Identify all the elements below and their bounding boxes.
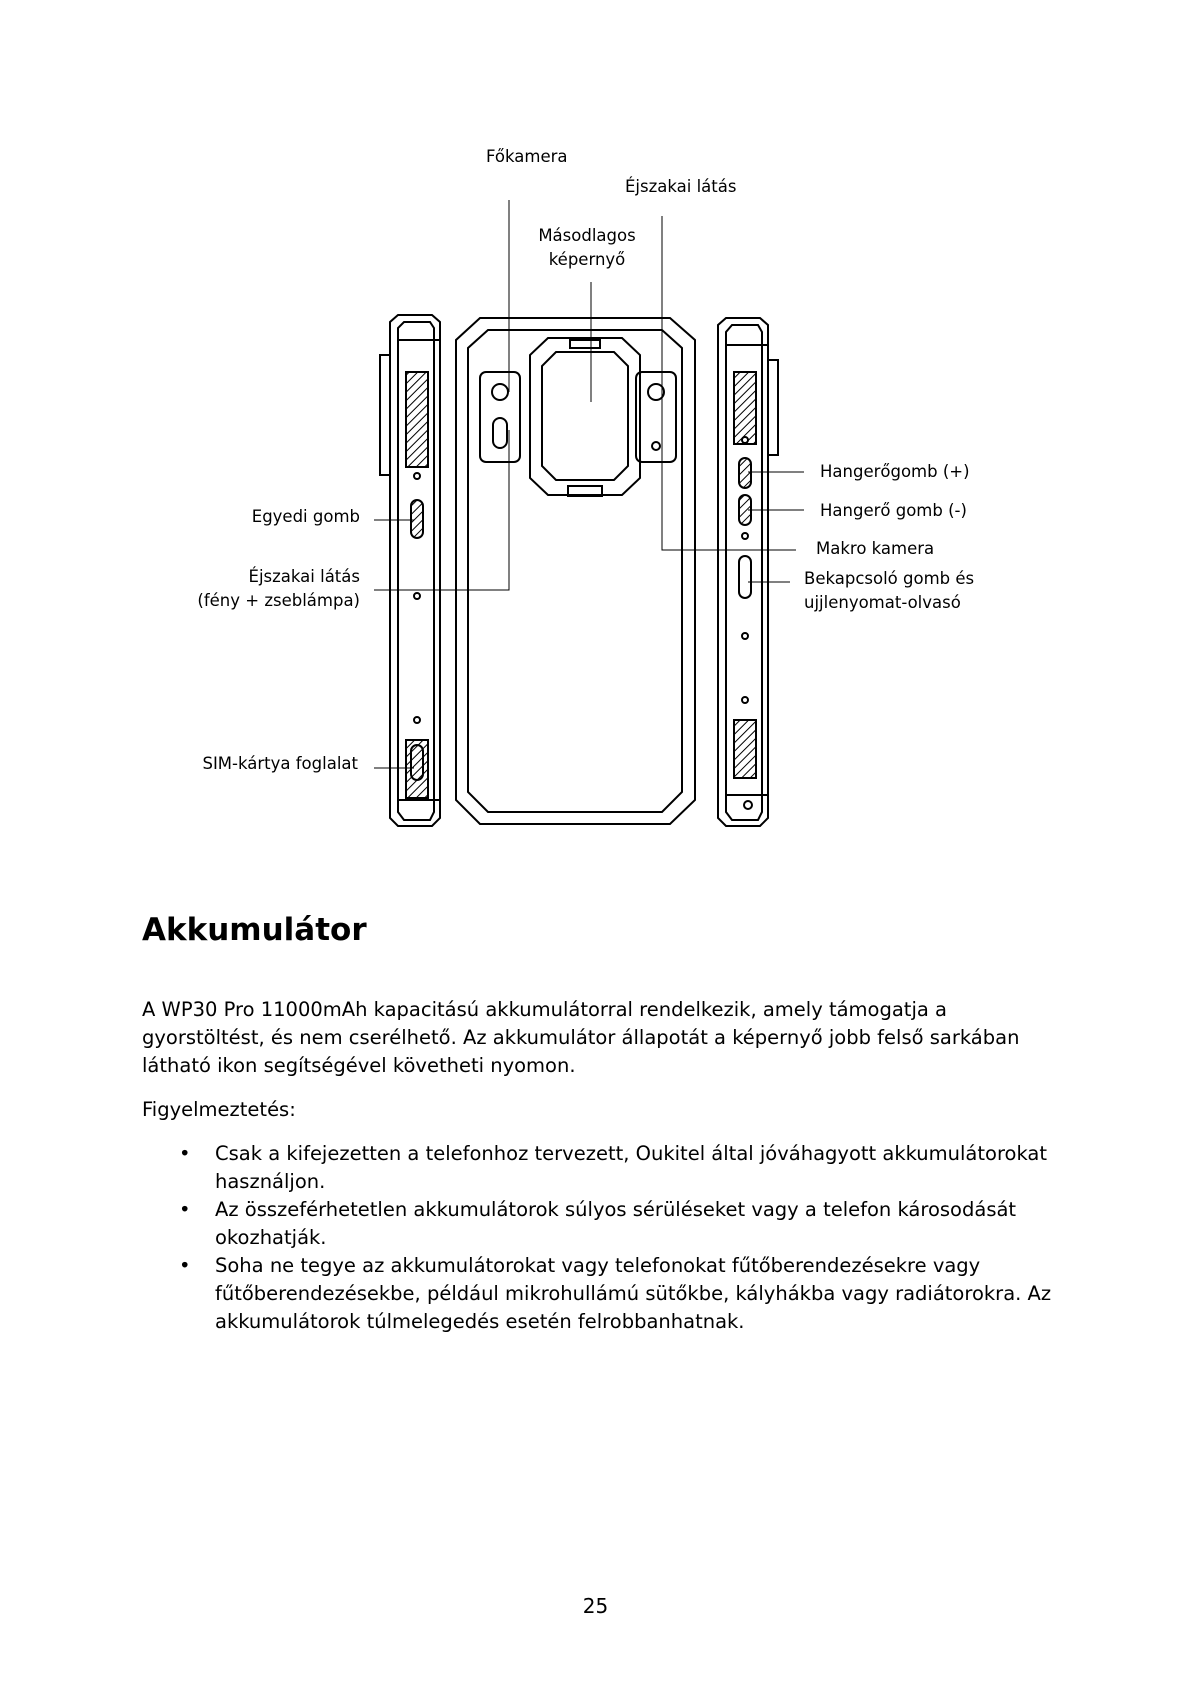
night-vision-label: Éjszakai látás <box>625 177 737 196</box>
secondary-screen-label-line1: Másodlagos <box>538 226 636 245</box>
night-vision-light-label-line1: Éjszakai látás <box>248 567 360 586</box>
section-title: Akkumulátor <box>142 912 367 948</box>
list-item <box>142 1196 1062 1252</box>
bullet-icon: • <box>179 1198 191 1221</box>
power-button-label-line1: Bekapcsoló gomb és <box>804 569 975 588</box>
custom-button-label: Egyedi gomb <box>251 507 360 526</box>
main-camera-label: Főkamera <box>486 147 568 166</box>
left-side-view <box>380 315 440 826</box>
volume-down-label: Hangerő gomb (-) <box>820 501 967 520</box>
battery-intro-paragraph: A WP30 Pro 11000mAh kapacitású akkumulátorral rendelkezik, amely támogatja a gyorstöltést, és nem cserélhető. Az akkumulátor állapotát a képernyő jobb felső sarkában látható ikon segítségével követheti nyomon. <box>142 998 1020 1077</box>
power-button-label-line2: ujjlenyomat-olvasó <box>804 593 961 612</box>
power-button-label <box>804 567 974 615</box>
night-vision-light-label-line2: (fény + zseblámpa) <box>197 591 360 610</box>
volume-up-label: Hangerőgomb (+) <box>820 462 970 481</box>
warning-text: Csak a kifejezetten a telefonhoz tervezett, Oukitel által jóváhagyott akkumulátorokat használjon. <box>215 1142 1048 1193</box>
bullet-icon: • <box>179 1142 191 1165</box>
warning-text: Soha ne tegye az akkumulátorokat vagy telefonokat fűtőberendezésekre vagy fűtőberendezésekbe, például mikrohullámú sütőkbe, kályhákba vagy radiátorokra. Az akkumulátorok túlmelegedés esetén felrobbanhatnak. <box>215 1254 1052 1333</box>
page-number: 25 <box>582 1594 609 1618</box>
bullet-icon: • <box>179 1254 191 1277</box>
warning-label: Figyelmeztetés: <box>142 1098 296 1121</box>
secondary-screen-label-line2: képernyő <box>548 250 626 269</box>
list-item <box>142 1252 1062 1336</box>
warning-list <box>142 1140 1062 1336</box>
night-vision-light-label <box>180 565 360 613</box>
secondary-screen-label <box>527 224 647 272</box>
right-side-view <box>718 318 778 826</box>
sim-tray-label: SIM-kártya foglalat <box>202 754 358 773</box>
warning-text: Az összeférhetetlen akkumulátorok súlyos sérüléseket vagy a telefon károsodását okozhatják. <box>215 1198 1017 1249</box>
macro-camera-label: Makro kamera <box>816 539 935 558</box>
back-view <box>456 318 695 824</box>
list-item <box>142 1140 1062 1196</box>
